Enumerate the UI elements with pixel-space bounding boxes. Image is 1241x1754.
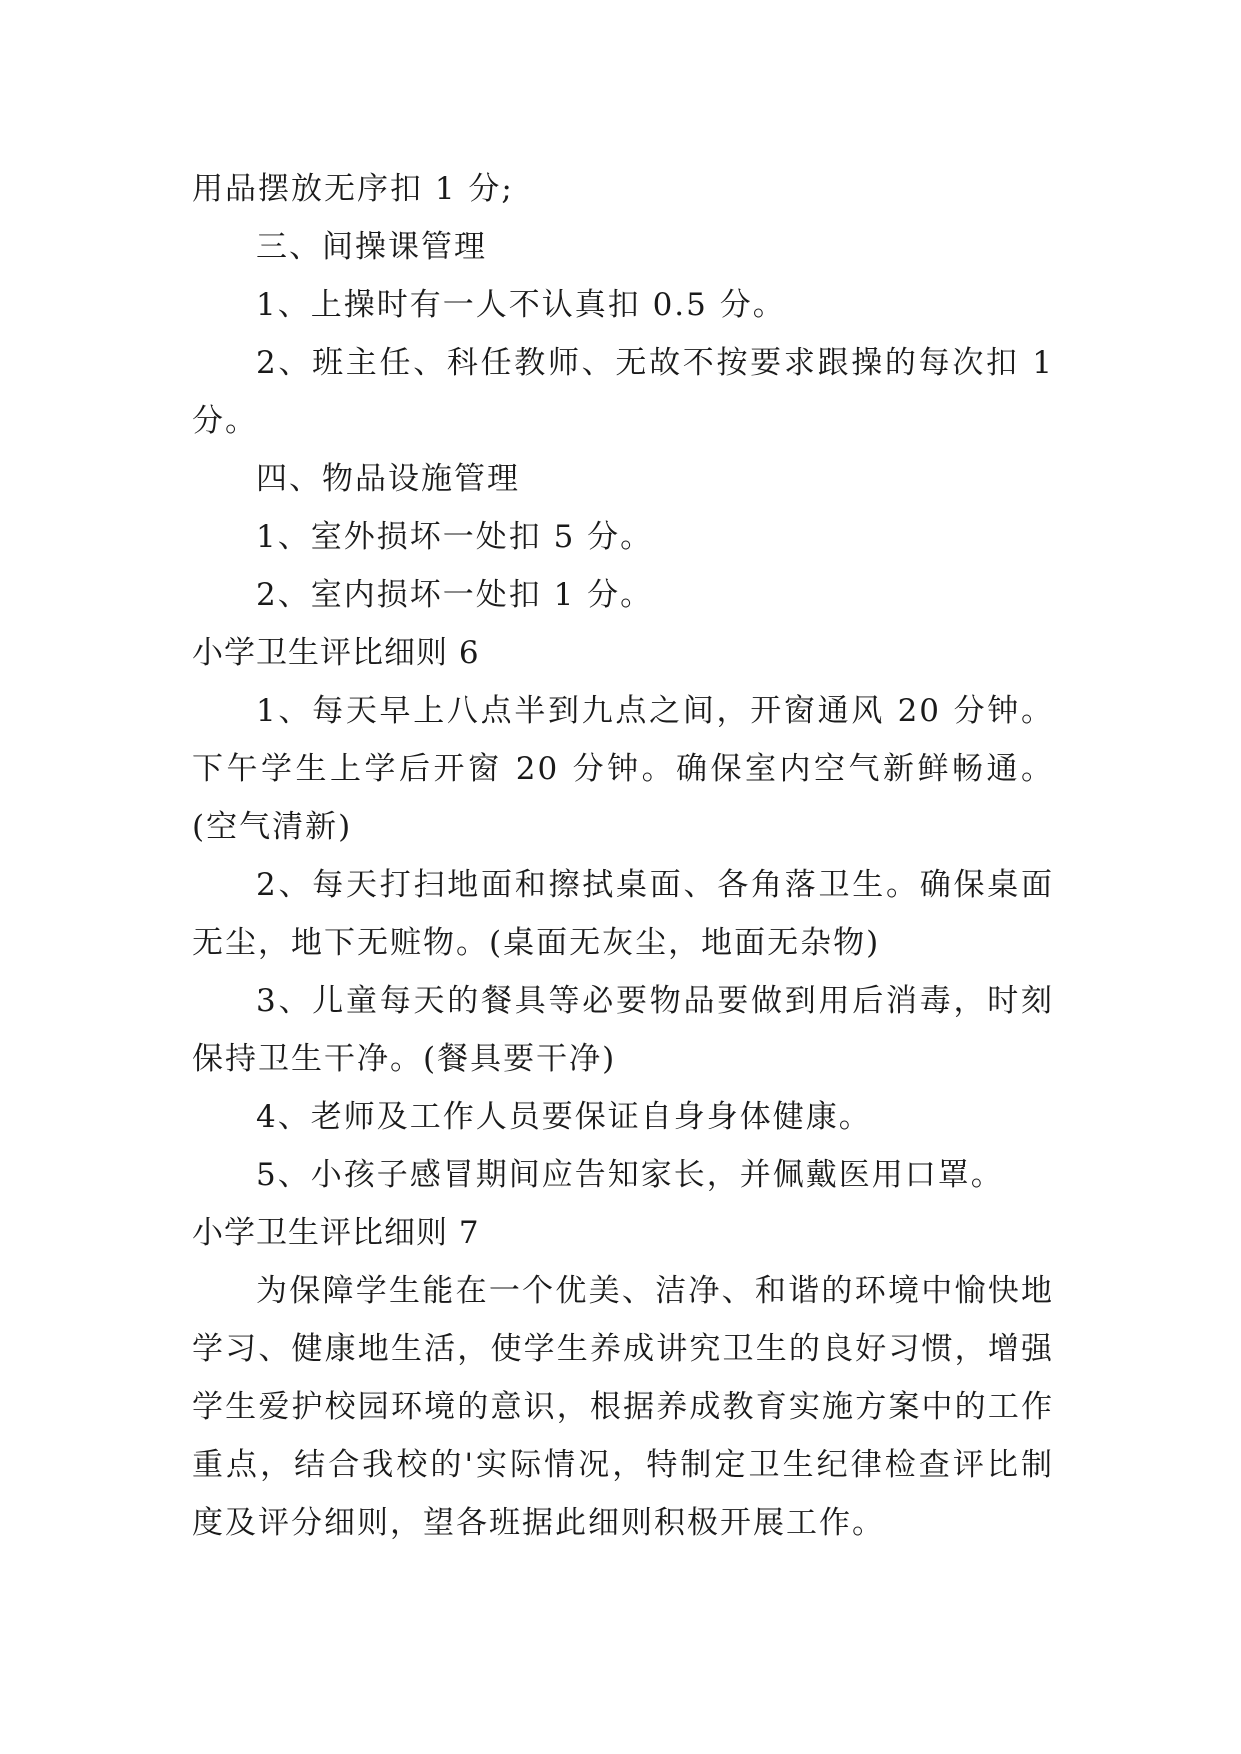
paragraph: 2、每天打扫地面和擦拭桌面、各角落卫生。确保桌面无尘，地下无赃物。(桌面无灰尘，地面无杂物) <box>192 867 1054 961</box>
paragraph: 1、每天早上八点半到九点之间，开窗通风 20 分钟。下午学生上学后开窗 20 分钟。确保室内空气新鲜畅通。(空气清新) <box>192 693 1054 845</box>
paragraph: 为保障学生能在一个优美、洁净、和谐的环境中愉快地学习、健康地生活，使学生养成讲究卫生的良好习惯，增强学生爱护校园环境的意识，根据养成教育实施方案中的工作重点，结合我校的'实际情况，特制定卫生纪律检查评比制度及评分细则，望各班据此细则积极开展工作。 <box>192 1273 1054 1541</box>
document-heading: 小学卫生评比细则 7 <box>192 1215 480 1251</box>
section-heading: 四、物品设施管理 <box>256 461 520 497</box>
paragraph: 5、小孩子感冒期间应告知家长，并佩戴医用口罩。 <box>256 1157 1004 1193</box>
paragraph: 2、室内损坏一处扣 1 分。 <box>256 577 654 613</box>
paragraph: 3、儿童每天的餐具等必要物品要做到用后消毒，时刻保持卫生干净。(餐具要干净) <box>192 983 1054 1077</box>
paragraph: 1、上操时有一人不认真扣 0.5 分。 <box>256 287 786 323</box>
paragraph: 用品摆放无序扣 1 分; <box>192 171 514 207</box>
document-heading: 小学卫生评比细则 6 <box>192 635 480 671</box>
paragraph: 2、班主任、科任教师、无故不按要求跟操的每次扣 1 分。 <box>192 345 1054 439</box>
paragraph: 1、室外损坏一处扣 5 分。 <box>256 519 654 555</box>
paragraph: 4、老师及工作人员要保证自身身体健康。 <box>256 1099 872 1135</box>
section-heading: 三、间操课管理 <box>256 229 487 265</box>
document-page <box>192 160 1054 1552</box>
